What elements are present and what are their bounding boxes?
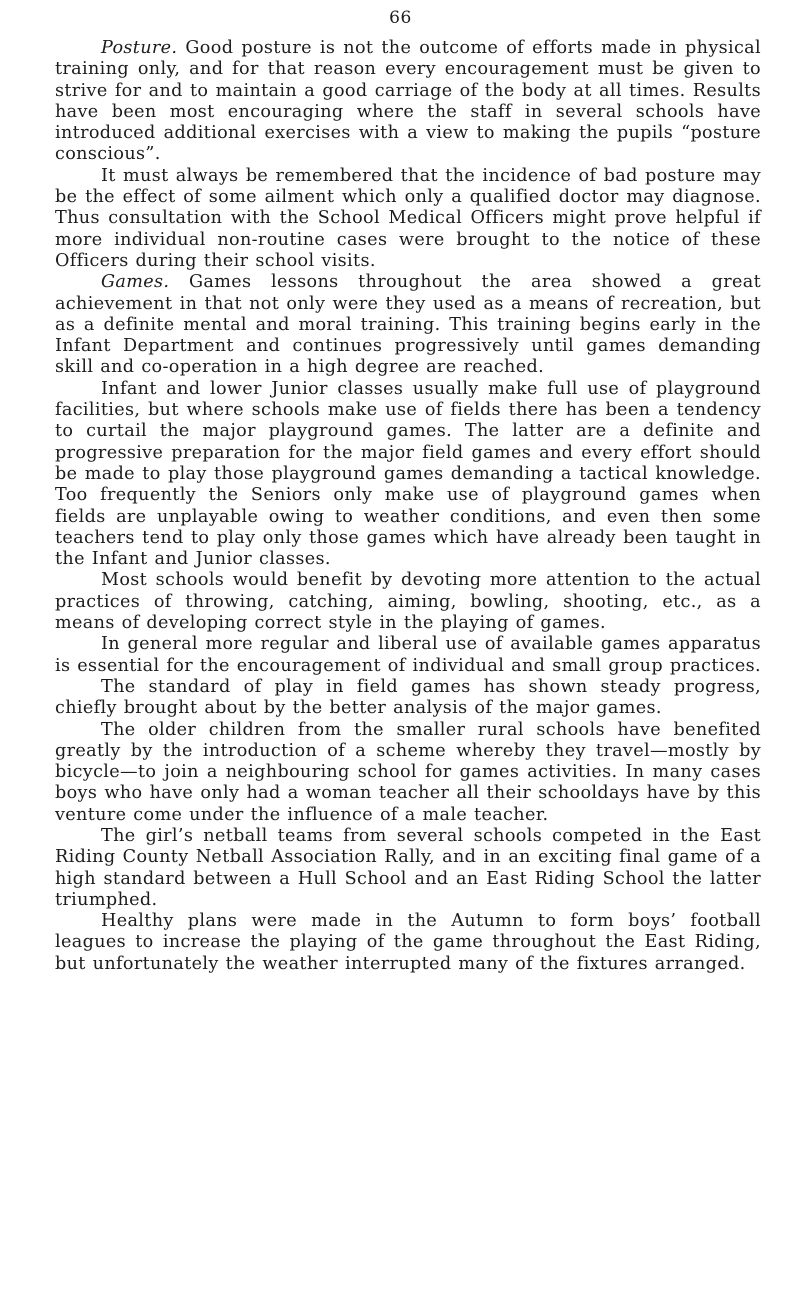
paragraph-rural-schools (55, 720, 761, 826)
paragraph-games (55, 272, 761, 378)
paragraph-text: Good posture is not the outcome of efforts made in physical training only, and for that reason every encouragement must be given to strive for and to maintain a good carriage of the body at all times. Results have been most encouraging where the staff in several schools have introduced additional exercises with a view to making the pupils “posture conscious”. (55, 38, 761, 165)
paragraph-text: The older children from the smaller rural schools have benefited greatly by the introduction of a scheme whereby they travel—mostly by bicycle—to join a neighbouring school for games activities. In many cases boys who have only had a woman teacher all their schooldays have by this venture come under the influence of a male teacher. (55, 719, 761, 825)
paragraph-text: It must always be remembered that the incidence of bad posture may be the effect of some ailment which only a qualified doctor may diagnose. Thus consultation with the School Medical Officers might prove helpful if more individual non-routine cases were brought to the notice of these Officers during their school visits. (55, 165, 761, 271)
paragraph-text: Games lessons throughout the area showed a great achievement in that not only were they used as a means of recreation, but as a definite mental and moral training. This training begins early in the Infant Department and continues progressively until games demanding skill and co-operation in a high degree are reached. (55, 272, 761, 378)
paragraph-apparatus (55, 634, 761, 677)
paragraph-posture-incidence (55, 166, 761, 272)
paragraph-text: In general more regular and liberal use of available games apparatus is essential for the encouragement of individual and small group practices. (55, 634, 761, 676)
body-text (55, 38, 761, 975)
paragraph-netball (55, 826, 761, 911)
paragraph-football (55, 911, 761, 975)
section-heading-games: Games. (101, 272, 170, 293)
paragraph-practices (55, 570, 761, 634)
paragraph-playground (55, 379, 761, 571)
paragraph-text: Healthy plans were made in the Autumn to form boys’ football leagues to increase the playing of the game throughout the East Riding, but unfortunately the weather interrupted many of the fixtures arranged. (55, 911, 761, 974)
paragraph-field-games (55, 677, 761, 720)
page-number: 66 (389, 8, 412, 28)
paragraph-posture (55, 38, 761, 166)
paragraph-text: Most schools would benefit by devoting more attention to the actual practices of throwing, catching, aiming, bowling, shooting, etc., as a means of developing correct style in the playing of games. (55, 570, 761, 634)
section-heading-posture: Posture. (101, 38, 178, 58)
paragraph-text: Infant and lower Junior classes usually make full use of playground facilities, but where schools make use of fields there has been a tendency to curtail the major playground games. The latter are a definite and progressive preparation for the major field games and every effort should be made to play those playground games demanding a tactical knowledge. Too frequently the Seniors only make use of playground games when fields are unplayable owing to weather conditions, and even then some teachers tend to play only those games which have already been taught in the Infant and Junior classes. (55, 378, 761, 570)
paragraph-text: The standard of play in field games has shown steady progress, chiefly brought about by the better analysis of the major games. (55, 676, 761, 719)
paragraph-text: The girl’s netball teams from several schools competed in the East Riding County Netball Association Rally, and in an exciting final game of a high standard between a Hull School and an East Riding School the latter triumphed. (55, 825, 761, 910)
